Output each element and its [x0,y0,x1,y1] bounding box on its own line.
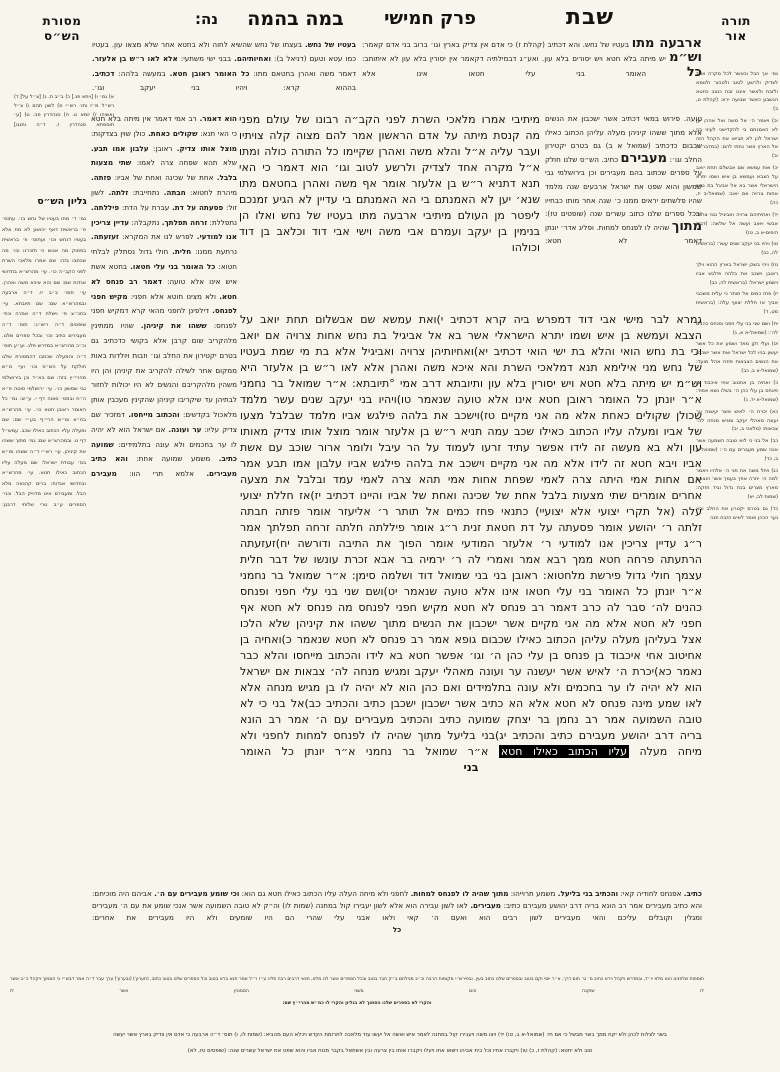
rashi-overflow-block: כתיב. אפנחס לחודיה קאי: והכתיב בני בליעל. משמע תרוייהו: מתוך שהיה לו לפנחס למחות. לחפני ולא מיחה העלה עליו הכתוב כאילו חטא גם הוא: וכי שומע מעבירים עם ה׳. אביהם היה מוכיחם: והא כתיב מעבירים אמר רב הונא בריה דרב יהושע מעבירם כתיב: מעבירים. לאו לשון עבירה הוא אלא לשון יעבירו קול במחנה (שמות לו) וה״ק לא טובה השמועה אשר אנכי שומע את עם ה׳ מעבירים ומגלין וקובלים עליכם והאי מעבירים לשון רבים הוא ואעם ה׳ קאי ולאו אבני עלי שהרי הם היו שומעים ולא היו מעבירים את אחרים: כל [92,889,702,934]
gemara-main-block: גמרא לבר מישי אבי דוד דמפרש ביה קרא דכתיב י)ואת עמשא שם אבשלום תחת יואב על הצבא ועמשא בן איש ושמו יתרא הישראלי אשר בא אל אביגיל בת נחש אחות צרויה אם יואב וכי בת נחש הואי והלא בת ישי הואי דכתיב יא)ואחיותיהן צרויה ואביגיל אלא בת מי שמת בעטיו של נחש מני אילימא תנא דמלאכי השרת והא איכא משה ואהרן אלא לאו ר״ש בן אלעזר היא וש״מ יש מיתה בלא חטא ויש יסורין בלא עון ותיובתא דרב אמי °תיובתא: א״ר שמואל בר נחמני א״ר יונתן כל האומר ראובן חטא אינו אלא טועה שנאמר טו)ויהיו בני יעקב שנים עשר מלמד שכולן שקולים כאחת אלא מה אני מקיים טז)וישכב את בלהה פילגש אביו מלמד שבלבל מצעו של אביו ומעלה עליו הכתוב כאילו שכב עמה תניא ר״ש בן אלעזר אומר מוצל אותו צדיק מאותו עון ולא בא מעשה זה לידו אפשר עתיד זרעו לעמוד על הר עיבל ולומר ארור שוכב עם אשת אביו ויבא חטא זה לידו אלא מה אני מקיים וישכב את בלהה פילגש אביו עלבון אמו תבע אמר אם אחות אמי היתה צרה לאמי שפחת אחות אמי תהא צרה לאמי עמד ובלבל את מצעה אחרים אומרים שתי מצעות בלבל אחת של שכינה ואחת של אביו והיינו דכתיב יז)אז חללת יצועי עלה (אל תקרי יצועי אלא יצועיי) כתנאי פחז כמים אל תותר ר׳ אליעזר אומר פזתה חבתה זלתה ר׳ יהושע אומר פסעתה על דת חטאת זנית ר״ג אומר פיללתה חלתה זרחה תפלתך אמר ר״ג עדיין צריכין אנו למודעי ר׳ אלעזר המודעי אומר הפוך את התיבה ודורשה יח)זעזעתה הרתעתה פרחה חטא ממך רבא אמר ואמרי לה ר׳ ירמיה בר אבא זכרת עונשו של דבר חלית עצמך חולי גדול פירשת מלחטוא: ראובן בני בני שמואל דוד ושלמה סימן: א״ר שמואל בר נחמני א״ר יונתן כל האומר בני עלי חטאו אינו אלא טועה שנאמר יט)ושם שני בני עלי חפני ופנחס כהנים לה׳ סבר לה כרב דאמר רב פנחס לא חטא מקיש חפני לפנחס מה פנחס לא חטא אף חפני לא חטא אלא מה אני מקיים אשר ישכבון את הנשים מתוך ששהו את קיניהן שלא הלכו אצל בעליהן מעלה עליהן הכתוב כאילו שכבום גופא אמר רב פנחס לא חטא שנאמר כ)ואחיה בן אחיטוב אחי איכבוד בן פנחס בן עלי כהן ה׳ וגו׳ אפשר חטא בא לידו והכתוב מייחסו והלא כבר נאמר כא)יכרת ה׳ לאיש אשר יעשנה ער ועונה מאהלי יעקב ומגיש מנחה לה׳ צבאות אם ישראל הוא לא יהיה לו ער בחכמים ולא עונה בתלמידים ואם כהן הוא לא יהיה לו בן מגיש מנחה אלא לאו שמע מינה פנחס לא חטא אלא הא כתיב אשר ישכבון ישכבן כתיב והכתיב כב)אל בני כי לא טובה השמועה אמר רב נחמן בר יצחק שמועה כתיב והכתיב מעבירים עם ה׳ אמר רב הונא בריה דרב יהושע מעבירם כתיב והכתיב יג)בני בליעל מתוך שהיה לו לפנחס למחות לחפני ולא מיחה מעלה עליו הכתוב כאילו חטא א״ר שמואל בר נחמני א״ר יונתן כל האומר בני [240,313,702,774]
header-perek-number: פרק חמישי [384,8,476,29]
rashi-top-block: בעטיו של נחש. בעצתו של נחש שהשיא לחוה ולא בחטא אחר שלא מצאו עון. בעטיו כמו עטא וטעם (דניאל ב): ואחיותיהם. בבני ישי משתעי: אלא לאו ר״ש בן אלעזר. דאמר משה ואהרן בחטאם מתו: כל האומר ראובן חטא. במעשה בלהה: דכתיב. בההוא קרא: ויהיו בני יעקב וגו׳. [92,40,356,93]
header-masechet-name: שבת [565,5,615,30]
torah-or-bottom-line1: בשר לצלות לכהן ולא יקח ממך בשר מבשל כי אם חי: (שמואל-א ב, טו) יד) ויצו משה ויעבירו קול במחנה לאמר איש ואשה אל יעשו עוד מלאכה לתרומת הקדש ויכלא העם מהביא: (שמות לו, ו) תוס׳ ד״ה ארבעה כי אדם אין צדיק בארץ אשר יעשה [113,1032,667,1038]
header-chapter-name: במה בהמה [247,8,344,30]
torah-or-title [700,14,772,44]
masoret-bottom-note: תוספות שלפנינו הוא מלא יו״ד, ובמדרש ויקהל וירא כתיב מ׳ ט׳ תום דרך, א״ר יוסי וקם בטוב ובספרים שלנו כתוב בעין. ובפירש״י מקומות הרבה וכ״ב מגילתם ב״ק חבר בטוב ובכל הספרים אשר לנו מלא, תנאי דרבים רבה פליג ע״ז ר״ל אמר תנא ברא בטוב וכל הספרים שלנו בטוב כתוב, (תערוך) [ובערוך] ערך עבר ד״ה אמר דבש״י כי הסמוך ויקהל כ״ב אשר לו שוקנה והם משני הסמוכין אשר לו והקרי לא בספרים שלנו הסמוך לא בגליון והקרי לו כמ״ש מהרי״ץ שם: [10,977,704,1006]
tosafot-column: טועה. פירוש במאי דכתיב אשר ישכבון את הנשים אלא מתוך ששהו קיניהן מעלה עליהן הכתוב כאילו שכבום כדכתיב (שמואל א ב) גם בטרם יקטירון החלב וגו׳: מעבירם כתיב. הש״ס שלנו חולק על ספרים שכתוב בהם מעבירים וכן בירושלמי גבי שמשון והוא שפט את ישראל ארבעים שנה מלמד שהיו פלשתים יראים ממנו כ׳ שנה אחר מותו כבחייו ובכל ספרים שלנו כתוב עשרים שנה (שופטים טז): מתוך שהיה לו לפנחס למחות. ופליג אדר׳ יונתן דאמר לא חטא: [545,114,702,246]
masoret-hashas-entries: א) גמ׳ ו) [ויתא פנ.] כ) ב״ב ת. ג) [צ״ל על] ד) רש״ל מ״ז ותו׳ רש״י ס) לשון תהם ו) צ״ל ואשיהו ז) יומא ט. ח) סנהדרין פב. ט) [ע׳ תוספתא סנהדרין ז. ד״ה ותגנו] [14,94,114,128]
torah-or-bottom-line2: טוב ולא יחטא: (קהלת ז, כ) טו) ויקברו אחיו וכל בית אביהו וישאו אתו ויעלו ויקברו אותו בין צרעה ובין אשתאל בקבר מנוח אביו והוא שפט את ישראל עשרים שנה: (שופטים טז, לא) [187,1048,593,1054]
torah-or-title-line1: תורה [721,14,751,28]
torah-or-column: גמ׳ אך הבל וכאשר לכל מקרה אחד לצדיק ולרשע לטוב ולטהור ולטמא ולזבח ולאשר איננו זבח כטוב כחטא הנשבע כאשר שבועה ירא: (קהלת ט, ב) יב) ויאמר ה׳ אל משה ואל אהרן יען לא האמנתם בי להקדישני לעיני בני ישראל לכן לא תביאו את הקהל הזה אל הארץ אשר נתתי להם: (במדבר כ, יב) יג) ואת עמשא שם אבשלם תחת יואב על הצבא ועמשא בן איש ושמו יתרא הישראלי אשר בא אל אביגל בת נחש אחות צרויה אם יואב: (שמואל-ב יז, כה) יד) ואחיתיהם צרויה ואביגיל ובני צרויה אבשי ויואב ועשה אל שלשה: (דברי הימים-א ב, טז) טו) ויהיו בני יעקב שנים עשר: (בראשית לה, כב) טז) ויהי בשכן ישראל בארץ ההוא וילך ראובן וישכב את בלהה פילגש אביו וישמע ישראל: (בראשית לה, כב) יז) פחז כמים אל תותר כי עלית משכבי אביך אז חללת יצועי עלה: (בראשית מט, ד) יח) ושם שני בני עלי חפני ופנחס כהנים לה׳: (שמואל-א א, ג) יט) ועלי זקן מאד ושמע את כל אשר יעשון בניו לכל ישראל ואת אשר ישכבון את הנשים הצבאות פתח אהל מועד: (שמואל-א ב, כב) כ) ואחיה בן אחטוב אחי איכבוד בן פינחס בן עלי כהן ה׳ בשלו נשא אפוד: (שמואל-א יד, ג) כא) יכרת ה׳ לאיש אשר יעשנה ער ועונה מאהלי יעקב ומגיש מנחה לה׳ צבאות: (מלאכי ב, יב) כב) אל בני כי לוא טובה השמעה אשר אנכי שמע מעברים עם ה׳: (שמואל-א ב, כד) כג) ויחל משה את פני ה׳ אלהיו ויאמר למה ה׳ יחרה אפך בעמך אשר הוצאת מארץ מצרים בכח גדול וביד חזקה: (שמות לב, יא) כד) גם בטרם יקטרון את החלב ובא נער הכהן ואמר לאיש הזבח תנה [696,71,778,521]
gemara-top-block: מיתיבי אמרו מלאכי השרת לפני הקב״ה רבונו של עולם מפני מה קנסת מיתה על אדם הראשון אמר להם מצוה קלה צויתיו ועבר עליה א״ל והלא משה ואהרן שקיימו כל התורה כולה ומתו א״ל מקרה אחד לצדיק ולרשע לטוב וגו׳ הוא דאמר כי האי תנא דתניא ר״ש בן אלעזר אומר אף משה ואהרן בחטאם מתו שנא׳ יען לא האמנתם בי הא האמנתם בי עדיין לא הגיע זמנכם ליפטר מן העולם מיתיבי ארבעה מתו בעטיו של נחש ואלו הן בנימין בן יעקב ועמרם אבי משה וישי אבי דוד וכלאב בן דוד וכולהו [239,113,540,254]
masoret-title-line1: מסורת [42,14,82,28]
rashi-column: הוא דאמר. רב אמי דאמר אין מיתה בלא חטא כי האי תנא: שקולים כאחת. כולן שוין בצדקות: מוצל אותו צדיק. ראובן: עלבון אמו תבע. שלא תהא שפחה צרה לאמו: שתי מצעות בלבל. אחת של שכינה ואחת של אביו: פזתה. מיהרת לחטוא: חבתה. נתחייבת: זלתה. לשון זול: פסעתה על דת. עברת על הדת: פיללתה. נתפללת: זרחה תפלתך. נתקבלה: עדיין צריכין אנו למודעי. לפרש לנו את המקרא: זעזעתה. נרתעת ממנו: חלית. חולי גדול נסתלק לבלתי חטוא: כל האומר בני עלי חטאו. בחטא אשת איש אינו אלא טועה: דאמר רב פנחס לא חטא. ולא מצינו חוטא אלא חפני: מקיש חפני לפנחס. דילפינן לחפני מהאי קרא דמקיש חפני לפנחס: ששהו את קיניהן. שהיו ממתינין מלהקריב שום קרבן אלא בקושי כדכתיב גם בטרם יקטירון את החלב וגו׳ וזבות ויולדות באות ממקום אחר לשילה להקריב את קיניהן והן היו משהין מלהקריבם והנשים לא היו יכולות לחזור לבתיהן עד שיקריבו קיניהן שהקינין מעכבין אותן מלאכול בקדשים: והכתוב מייחסו. דמזכיר שם צדיק עליו: ער ועונה. אם ישראל הוא לא יהיה לו ער בחכמים ולא עונה בתלמידים: שמועה כתיב. משמע שמועה אחת: והא כתיב מעבירים. אלמא תרי הוו: מעבירם [91,114,237,479]
daf-number: נה: [195,10,219,28]
masoret-title-line2: הש״ס [43,29,81,43]
torah-or-title-line2: אור [725,29,747,43]
gilyon-hashas-title: גליון הש״ס [37,196,87,207]
gilyon-hashas-text: גמ׳ ד׳ מתו בעטיו של נחש בו׳. עתוס׳ פ׳ בראשית דאף יהושע לא מת אלא בעטיו דנחש וכו׳ ועתוס׳ פ׳ בראשית בפסוק מה אנוש כי תזכרנו וכו׳ מה שכתבו בזה: שם אמרו מלאכי השרת לפני הקב״ה כו׳. עי׳ מהרש״א בחדושי אגדות שם: שם והא איכא משה ואהרן. עי׳ תוס׳ ב״ב יז. ד״ה ארבעה ובמהרש״א שם: שם תיובתא. עי׳ בחכ״צ פ׳ וישלח ד״ה אמרה וכפ׳ שופטים ד״ה ריש״ג: תוס׳ ד״ה מעבירים כתיב וכו׳ ובכל ספרים שלנו. וכ״כ מהרש״א במדרש פלג. וע״ע תוס׳ ד״ה והמעלה שכתבו דהמסורת שלנו חולקת על הש״ס וכו׳ ועי׳ מ״ש מהרי״ץ בזה: שם בא״ד וכן בירושלמי גבי שמשון כו׳. עי׳ ירושלמי סוטה פ״א ה״ח ובמס׳ סוטה דף י. ע״ש: גמ׳ כל האומר ראובן חטא כו׳. עי׳ מהרש״א בח״א ומ״ש הרי״ף בע״י שם: שם ומעלה עליו הכתוב כאילו שכב. עמש״ל דף נו. ובמהרש״א שם: גמ׳ מתוך ששהו את קיניהן. עי׳ רש״י ד״ה ששהו ומ״ש בס׳ עבודת ישראל: שם מעלה עליו הכתוב כאילו חטא. עי׳ מהרש״א ובחדושי אגדות: ברים קהנאה מלא הבל. ומעבירם אינו מדוייק הבל. וכגי׳ הספרים ע״ב טרי שלוחי דרבנן: [2,216,86,509]
tosafot-top-block: ארבעה מתו בעטיו של נחש. והא דכתיב (קהלת ז) כי אדם אין צדיק בארץ וגו׳ ברוב בני אדם קאמר: וש״מ יש מיתה בלא חטא ויש יסורים בלא עון. ואע״ג דבמילתיה דקאמר אין יסורין בלא עון לא איתותב: כל האומר בני עלי חטאו אינו אלא [362,38,702,80]
